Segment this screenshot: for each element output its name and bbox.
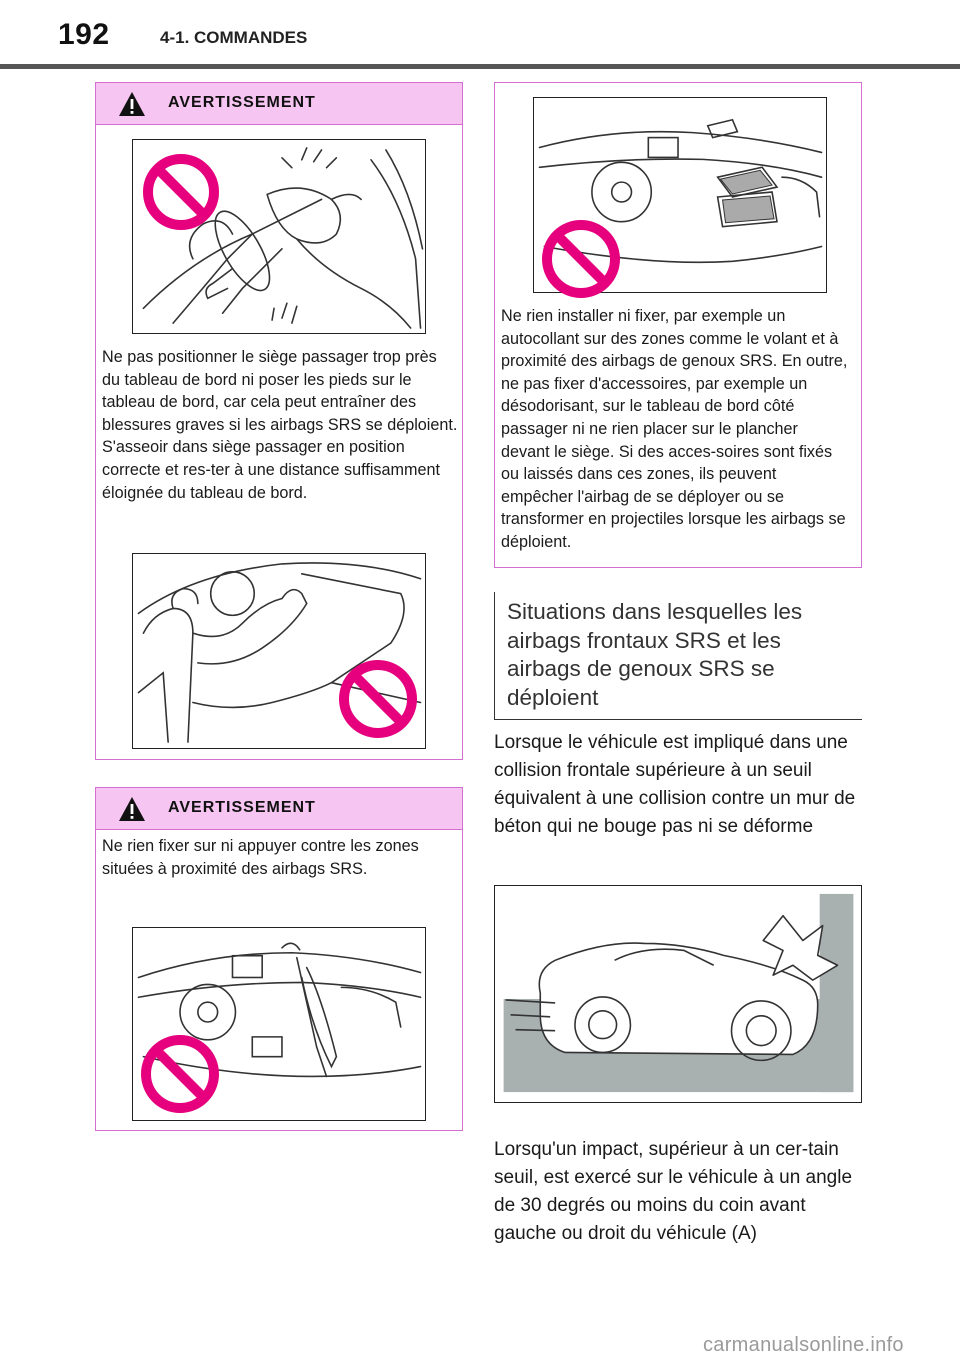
warning-box-seat-position: [95, 82, 463, 760]
page-number: 192: [58, 18, 110, 51]
warning-header: [96, 788, 462, 830]
warning-header: [96, 83, 462, 125]
paragraph-frontal-collision: Lorsque le véhicule est impliqué dans une collision frontale supérieure à un seuil équivalent à une collision contre un mur de béton qui ne bouge pas ni se déforme: [494, 732, 856, 837]
paragraph-angled-impact: Lorsqu'un impact, supérieur à un cer-tain seuil, est exercé sur le véhicule à un angle de 30 degrés ou moins du coin avant gauche ou droit du véhicule (A): [494, 1139, 853, 1244]
prohibition-icon: [140, 1034, 220, 1114]
header-rule: [0, 64, 960, 69]
warning-title: AVERTISSEMENT: [168, 94, 316, 111]
watermark: carmanualsonline.info: [703, 1334, 904, 1356]
warning-box-airbag-zones: [95, 787, 463, 1131]
prohibition-icon: [338, 659, 418, 739]
warning-text: Ne rien installer ni fixer, par exemple un autocollant sur des zones comme le volant et à proximité des airbags de genoux SRS. En outre, ne pas fixer d'accessoires, par exemple un désodorisant, sur le tableau de bord côté passager ni ne rien placer sur le plancher devant le siège. Si des acces-soires sont fixés ou laissés dans ces zones, ils peuvent empêcher l'airbag de se déployer ou se transformer en projectiles lorsque les airbags se déploient.: [501, 307, 848, 551]
section-title: 4-1. COMMANDES: [160, 28, 308, 47]
prohibition-icon: [541, 219, 621, 299]
prohibition-icon: [142, 153, 220, 231]
illustration-frontal-collision: [494, 885, 862, 1103]
warning-box-accessories: [494, 82, 862, 568]
subheading: Situations dans lesquelles les airbags frontaux SRS et les airbags de genoux SRS se déploient: [507, 599, 803, 710]
warning-triangle-icon: [118, 796, 146, 822]
subheading-box: [494, 592, 862, 720]
warning-triangle-icon: [118, 91, 146, 117]
warning-title: AVERTISSEMENT: [168, 799, 316, 816]
warning-text: Ne pas positionner le siège passager trop près du tableau de bord ni poser les pieds sur le tableau de bord, car cela peut entraîner des blessures graves si les airbags SRS se déploient. S'asseoir dans siège passager en position correcte et res-ter à une distance suffisamment éloignée du tableau de bord.: [102, 348, 458, 502]
warning-text: Ne rien fixer sur ni appuyer contre les zones situées à proximité des airbags SRS.: [102, 837, 419, 878]
